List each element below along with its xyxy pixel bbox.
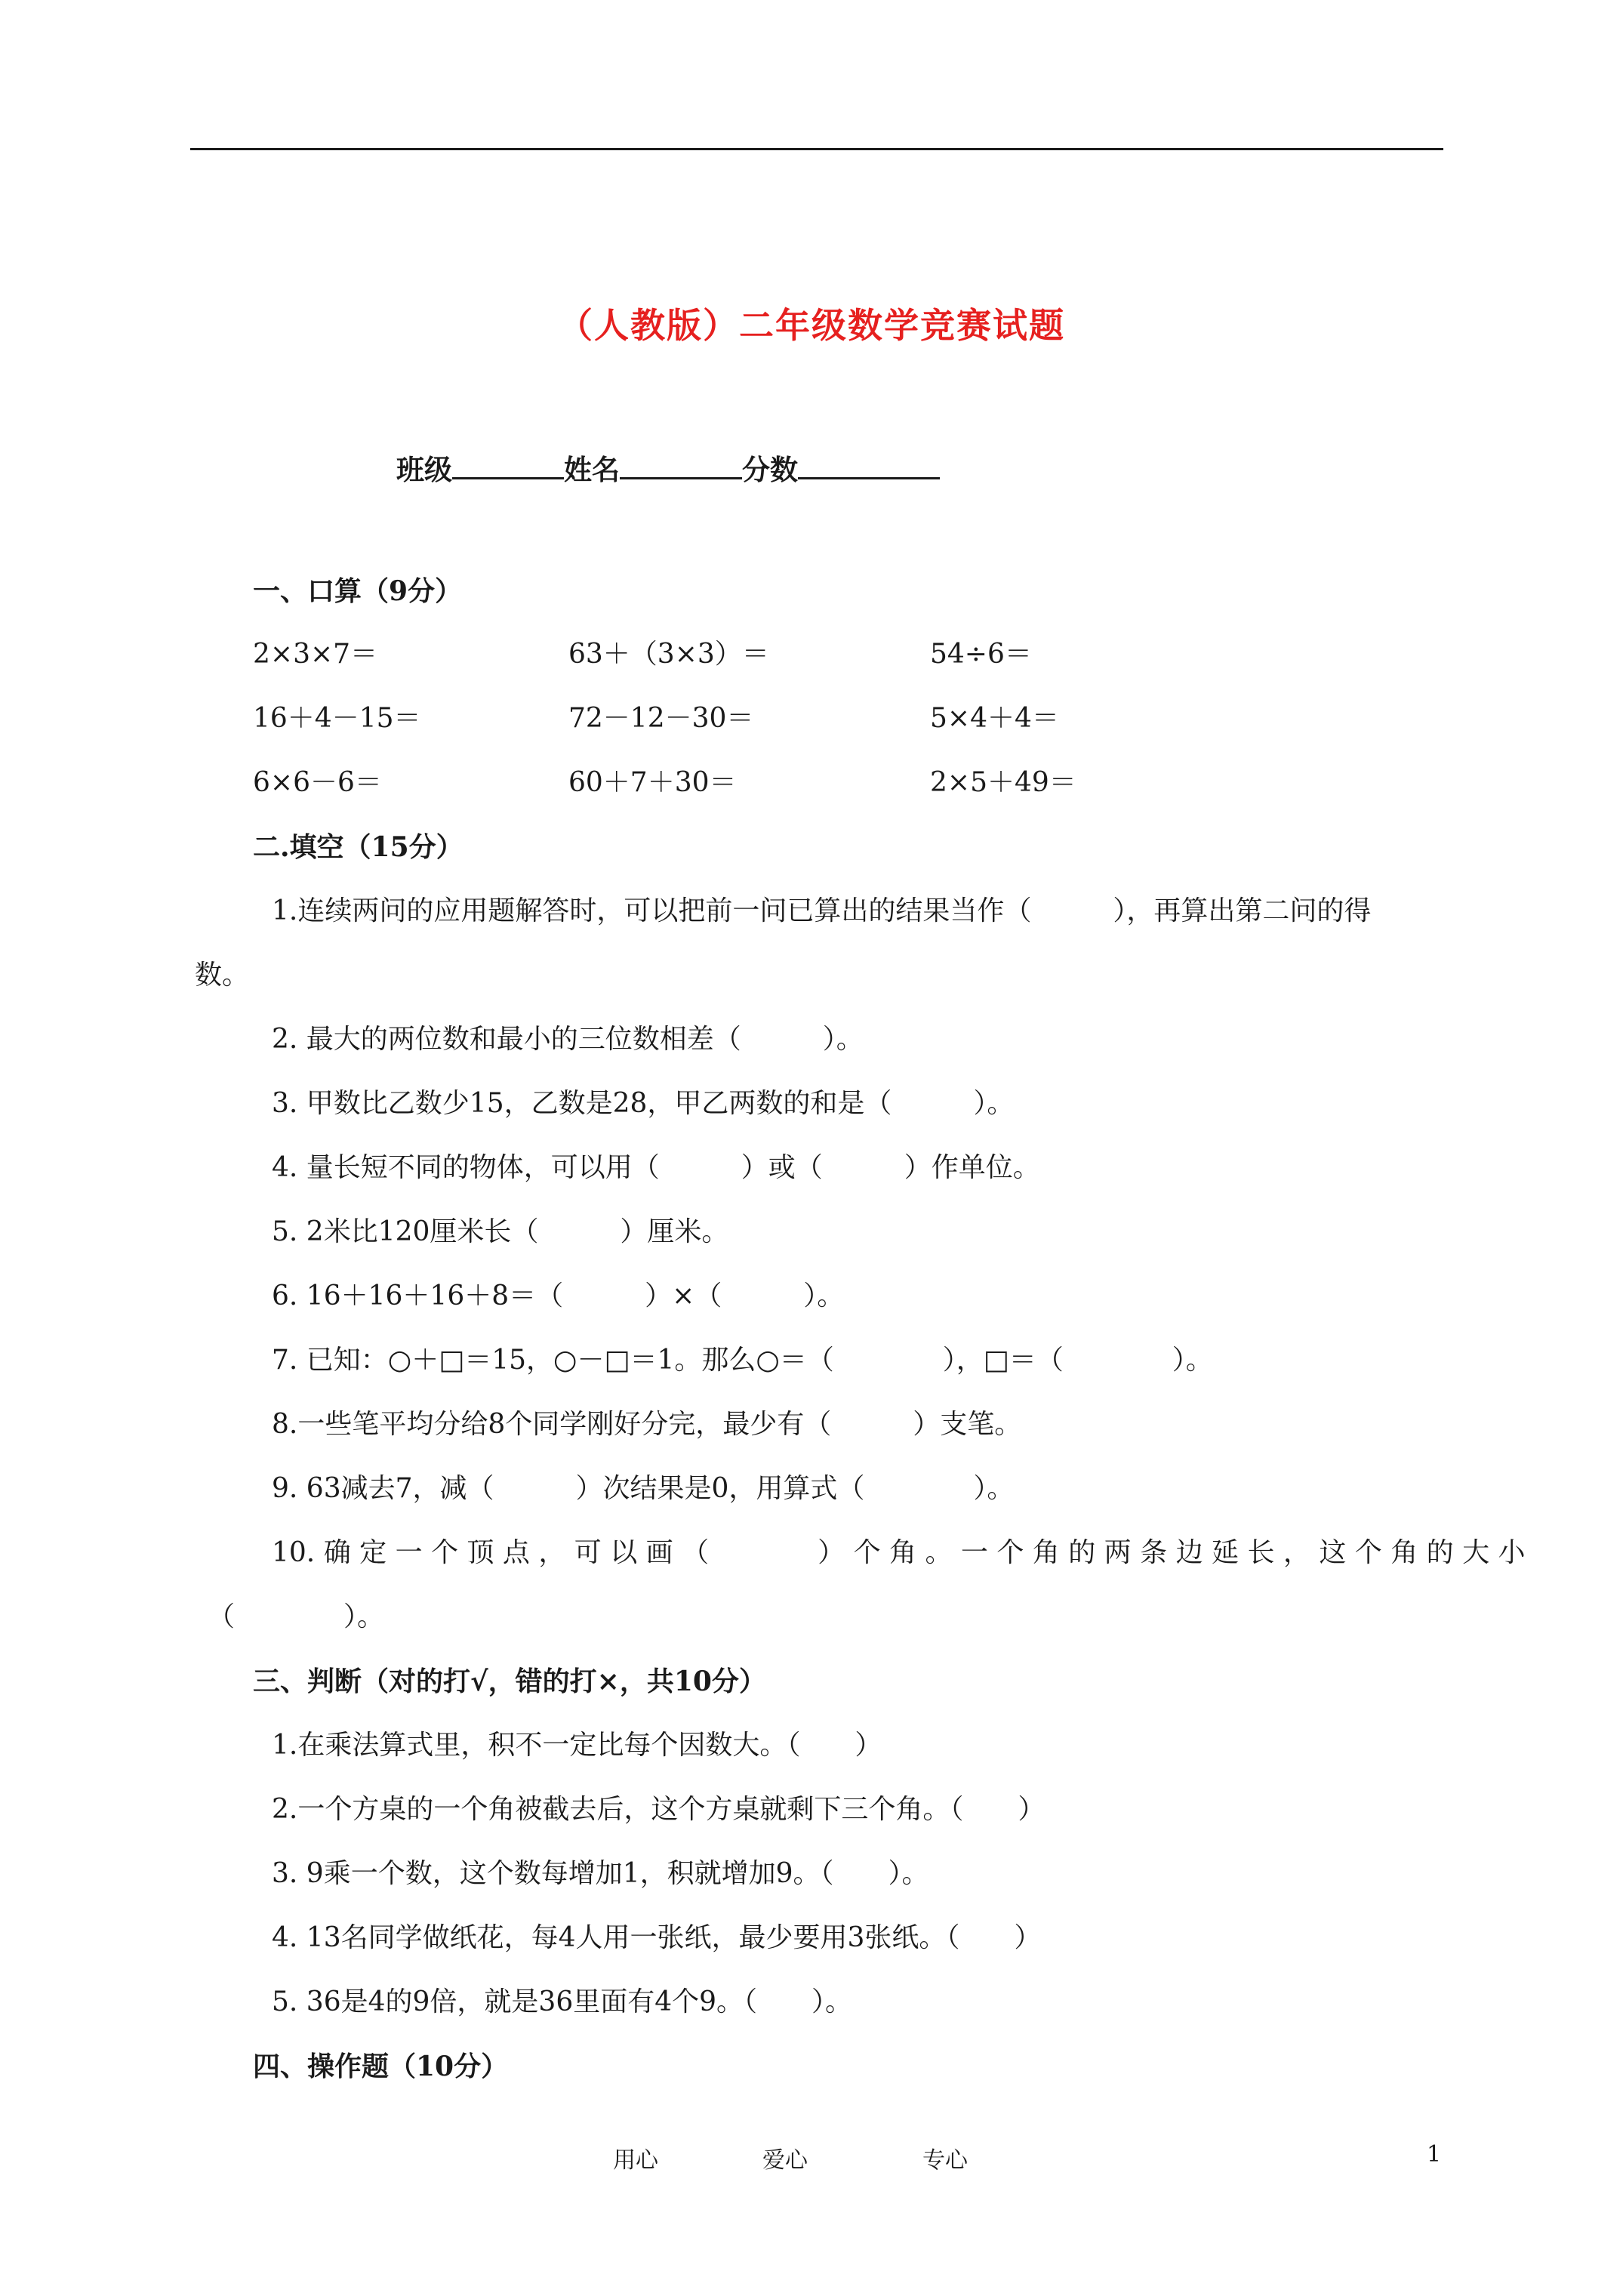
header-rule <box>190 148 1443 150</box>
footer-middle-text: 爱心 <box>762 2147 808 2174</box>
fill-blank-item: 7. 已知：○＋□＝15，○－□＝1。那么○＝（ ），□＝（ ）。 <box>272 1345 1213 1376</box>
fill-blank-item: 4. 量长短不同的物体，可以用（ ）或（ ）作单位。 <box>272 1152 1040 1183</box>
calc-item: 16＋4－15＝ <box>253 703 421 734</box>
footer-left-text: 用心 <box>613 2147 658 2174</box>
judgment-item: 4. 13名同学做纸花，每4人用一张纸，最少要用3张纸。（ ） <box>272 1922 1042 1953</box>
judgment-item: 1.在乘法算式里，积不一定比每个因数大。（ ） <box>272 1730 882 1761</box>
class-blank[interactable] <box>452 450 564 479</box>
calc-item: 5×4＋4＝ <box>930 703 1059 734</box>
section-heading: 一、口算（9分） <box>253 575 463 607</box>
page-title: （人教版）二年级数学竞赛试题 <box>558 305 1065 346</box>
fill-blank-item: 8.一些笔平均分给8个同学刚好分完，最少有（ ）支笔。 <box>272 1409 1022 1440</box>
name-blank[interactable] <box>620 450 742 479</box>
calc-item: 60＋7＋30＝ <box>568 767 737 798</box>
student-info-line <box>396 447 940 488</box>
fill-blank-item: 9. 63减去7，减（ ）次结果是0，用算式（ ）。 <box>272 1473 1015 1504</box>
fill-blank-item: 2. 最大的两位数和最小的三位数相差（ ）。 <box>272 1024 864 1055</box>
judgment-item: 5. 36是4的9倍，就是36里面有4个9。（ ）。 <box>272 1986 853 2017</box>
calc-item: 72－12－30＝ <box>568 703 754 734</box>
calc-item: 2×3×7＝ <box>253 639 378 670</box>
page-number: 1 <box>1427 2141 1442 2168</box>
section-heading: 二.填空（15分） <box>253 831 463 863</box>
fill-blank-item: 1.连续两问的应用题解答时，可以把前一问已算出的结果当作（ ），再算出第二问的得 <box>272 895 1372 926</box>
fill-blank-item-continuation: （ ）。 <box>208 1601 385 1632</box>
fill-blank-item: 3. 甲数比乙数少15，乙数是28，甲乙两数的和是（ ）。 <box>272 1088 1015 1119</box>
footer-right-text: 专心 <box>922 2147 968 2174</box>
calc-item: 2×5＋49＝ <box>930 767 1076 798</box>
calc-item: 54÷6＝ <box>930 639 1032 670</box>
fill-blank-item: 10. 确 定 一 个 顶 点 ， 可 以 画 （ ） 个 角 。 一 个 角 的 两 条 边 延 长 ， 这 个 角 的 大 小 <box>272 1537 1526 1568</box>
score-label: 分数 <box>742 453 798 486</box>
section-heading: 四、操作题（10分） <box>253 2051 509 2082</box>
fill-blank-item: 6. 16＋16＋16＋8＝（ ）×（ ）。 <box>272 1281 845 1311</box>
judgment-item: 2.一个方桌的一个角被截去后，这个方桌就剩下三个角。（ ） <box>272 1794 1046 1825</box>
section-heading: 三、判断（对的打√，错的打×，共10分） <box>253 1666 766 1697</box>
calc-item: 63＋（3×3）＝ <box>568 639 769 670</box>
fill-blank-item: 5. 2米比120厘米长（ ）厘米。 <box>272 1216 729 1247</box>
class-label: 班级 <box>396 453 452 486</box>
score-blank[interactable] <box>798 450 940 479</box>
judgment-item: 3. 9乘一个数，这个数每增加1，积就增加9。（ ）。 <box>272 1858 929 1889</box>
name-label: 姓名 <box>564 453 620 486</box>
fill-blank-item-continuation: 数。 <box>195 960 250 991</box>
calc-item: 6×6－6＝ <box>253 767 382 798</box>
